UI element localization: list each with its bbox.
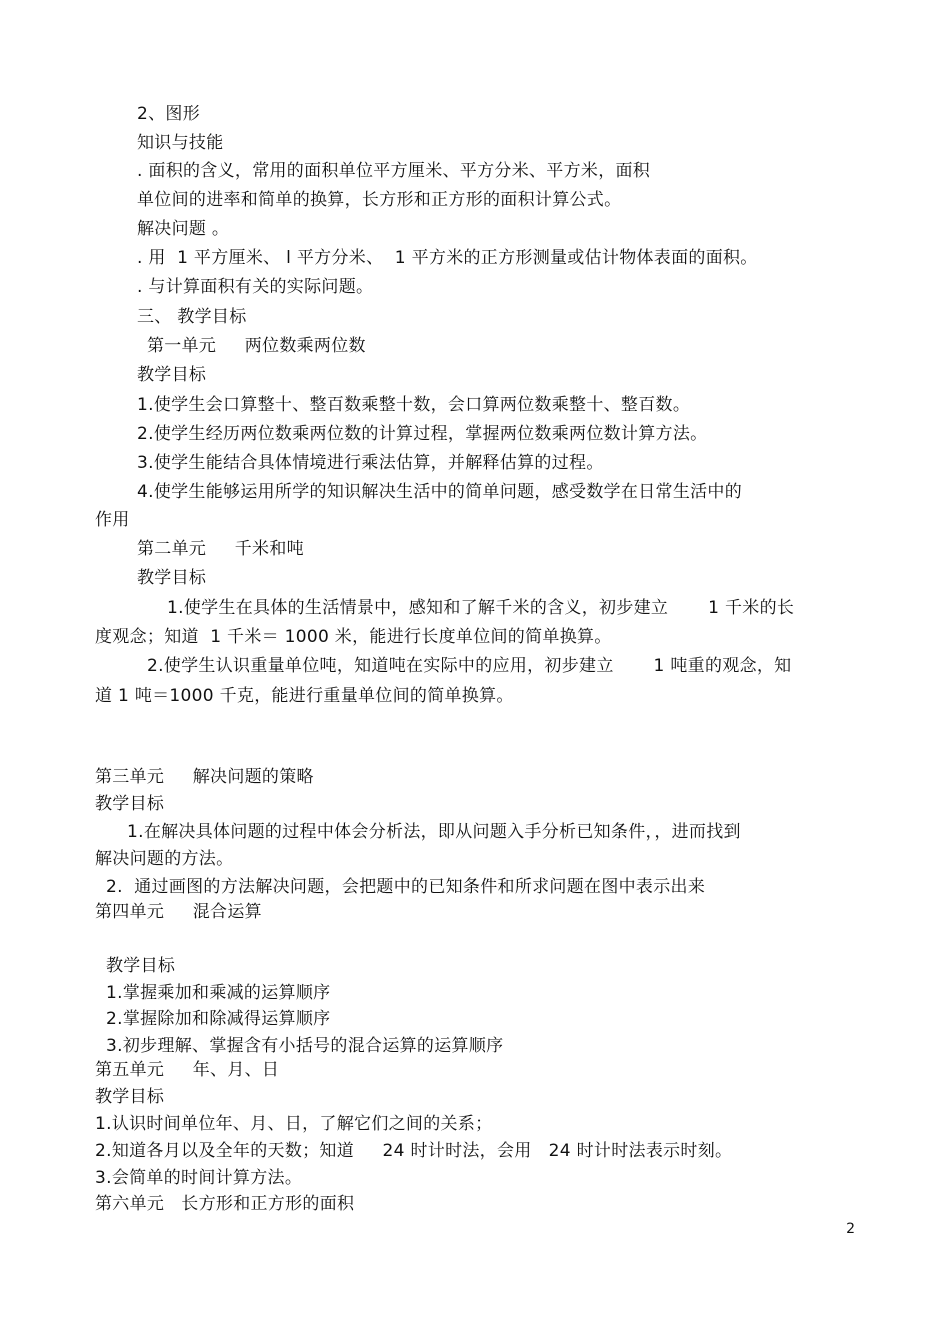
text-line: 道 1 吨＝1000 千克，能进行重量单位间的简单换算。 <box>95 686 514 706</box>
text-line: 第四单元 混合运算 <box>95 902 262 922</box>
text-line: 教学目标 <box>137 568 207 588</box>
text-line: 第三单元 解决问题的策略 <box>95 767 314 787</box>
text-line: 1.掌握乘加和乘减的运算顺序 <box>106 983 331 1003</box>
text-line: 作用 <box>95 510 130 530</box>
text-line: 1.在解决具体问题的过程中体会分析法，即从问题入手分析已知条件，，进而找到 <box>127 822 741 842</box>
text-line: . 与计算面积有关的实际问题。 <box>137 277 374 297</box>
text-line: 1.使学生会口算整十、整百数乘整十数，会口算两位数乘整十、整百数。 <box>137 395 691 415</box>
text-line: 4.使学生能够运用所学的知识解决生活中的简单问题，感受数学在日常生活中的 <box>137 482 743 502</box>
text-line: 1.认识时间单位年、月、日，了解它们之间的关系； <box>95 1114 493 1134</box>
text-line: 3.使学生能结合具体情境进行乘法估算，并解释估算的过程。 <box>137 453 604 473</box>
text-line: 2、图形 <box>137 104 201 124</box>
text-line: 解决问题 。 <box>137 219 230 239</box>
text-line: 教学目标 <box>106 956 176 976</box>
text-line: . 面积的含义，常用的面积单位平方厘米、平方分米、平方米，面积 <box>137 161 651 181</box>
text-line: 1.使学生在具体的生活情景中，感知和了解千米的含义，初步建立 1 千米的长 <box>167 598 795 618</box>
text-line: 度观念；知道 1 千米＝ 1000 米，能进行长度单位间的简单换算。 <box>95 627 612 647</box>
text-line: 第六单元 长方形和正方形的面积 <box>95 1194 355 1214</box>
text-line: 第二单元 千米和吨 <box>137 539 304 559</box>
text-line: 教学目标 <box>95 794 165 814</box>
text-line: 第五单元 年、月、日 <box>95 1060 280 1080</box>
text-line: 三、 教学目标 <box>137 307 247 327</box>
text-line: . 用 1 平方厘米、 l 平方分米、 1 平方米的正方形测量或估计物体表面的面积。 <box>137 248 758 268</box>
text-line: 第一单元 两位数乘两位数 <box>147 336 366 356</box>
text-line: 2.使学生认识重量单位吨，知道吨在实际中的应用，初步建立 1 吨重的观念，知 <box>147 656 792 676</box>
text-line: 2.知道各月以及全年的天数；知道 24 时计时法，会用 24 时计时法表示时刻。 <box>95 1141 733 1161</box>
text-line: 2.使学生经历两位数乘两位数的计算过程，掌握两位数乘两位数计算方法。 <box>137 424 708 444</box>
text-line: 单位间的进率和简单的换算，长方形和正方形的面积计算公式。 <box>137 190 622 210</box>
text-line: 教学目标 <box>137 365 207 385</box>
text-line: 知识与技能 <box>137 133 224 153</box>
text-line: 3.会简单的时间计算方法。 <box>95 1168 303 1188</box>
text-line: 2.掌握除加和除减得运算顺序 <box>106 1009 331 1029</box>
text-line: 2. 通过画图的方法解决问题，会把题中的已知条件和所求问题在图中表示出来 <box>106 877 706 897</box>
text-line: 3.初步理解、掌握含有小括号的混合运算的运算顺序 <box>106 1036 504 1056</box>
text-line: 教学目标 <box>95 1087 165 1107</box>
page-number: 2 <box>846 1221 855 1237</box>
text-line: 解决问题的方法。 <box>95 849 234 869</box>
